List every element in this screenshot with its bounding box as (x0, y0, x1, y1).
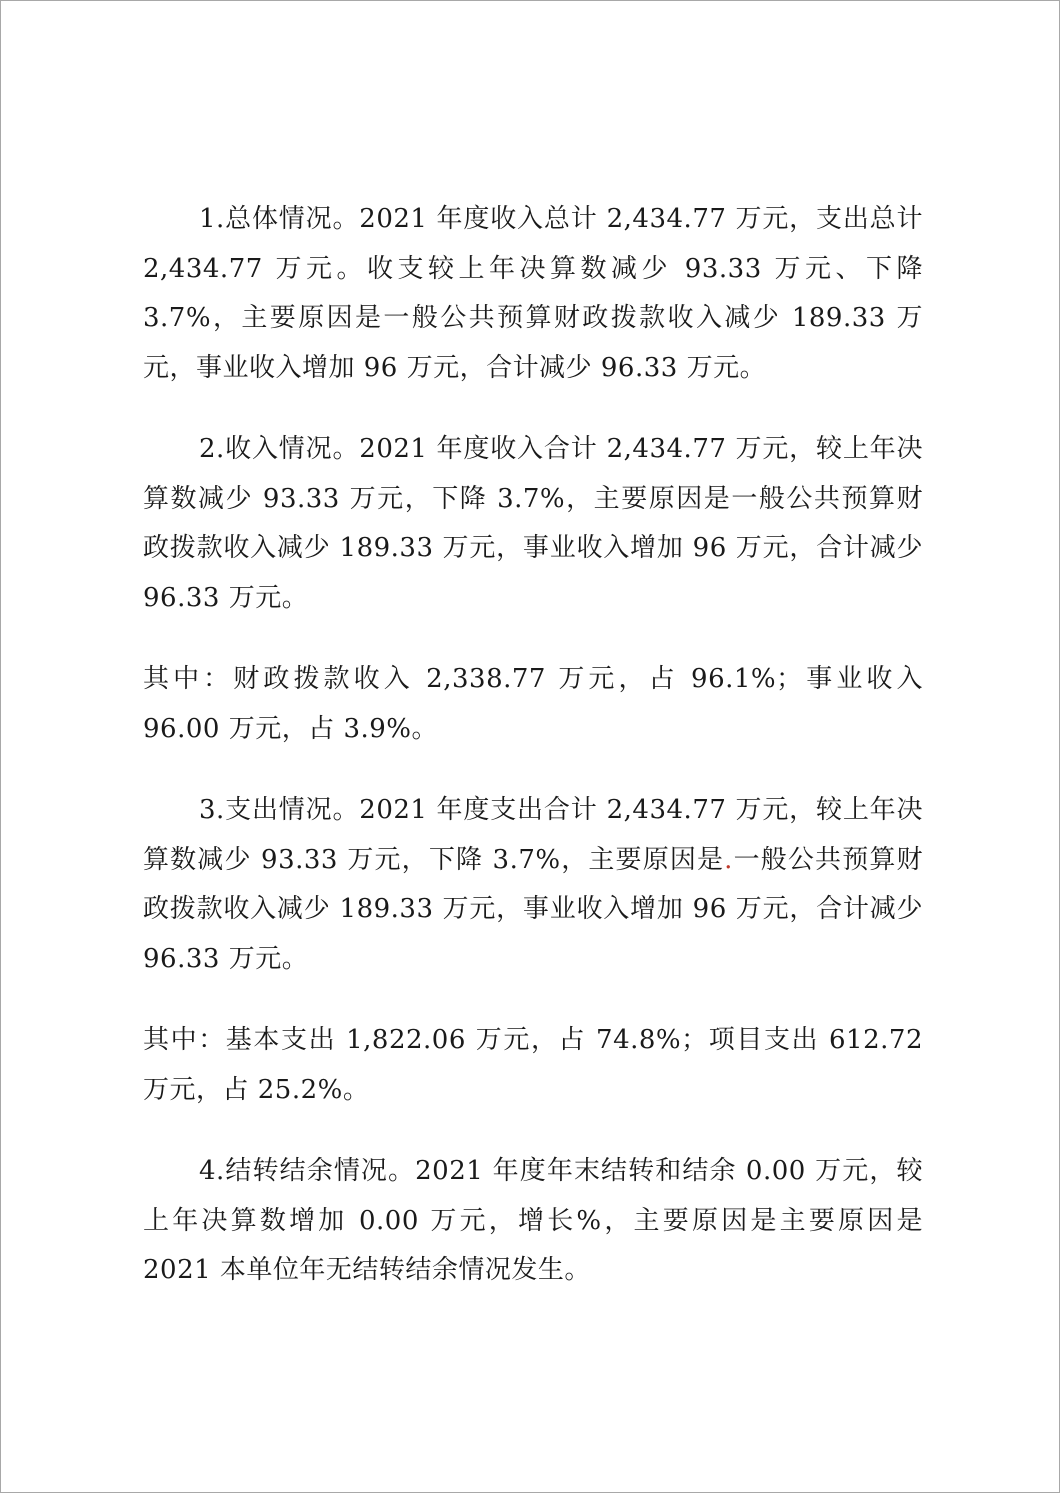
paragraph-carryover: 4.结转结余情况。2021 年度年末结转和结余 0.00 万元，较上年决算数增加 0.00 万元，增长%，主要原因是主要原因是 2021 本单位年无结转结余情况发生。 (143, 1156, 923, 1285)
paragraph-overall: 1.总体情况。2021 年度收入总计 2,434.77 万元，支出总计 2,434.77 万元。收支较上年决算数减少 93.33 万元、下降 3.7%，主要原因是一般公共预算财政拨款收入减少 189.33 万元，事业收入增加 96 万元，合计减少 96.33 万元。 (143, 204, 923, 383)
paragraph-income: 2.收入情况。2021 年度收入合计 2,434.77 万元，较上年决算数减少 93.33 万元，下降 3.7%，主要原因是一般公共预算财政拨款收入减少 189.33 万元，事业收入增加 96 万元，合计减少 96.33 万元。 (143, 434, 923, 613)
paragraph-income-breakdown: 其中：财政拨款收入 2,338.77 万元，占 96.1%；事业收入 96.00 万元，占 3.9%。 (143, 664, 923, 744)
paragraph-expenditure-part-1: 3.支出情况。2021 年度支出合计 2,434.77 万元，较上年决算数减少 93.33 万元，下降 3.7%，主要原因是 (143, 795, 923, 875)
document-body (143, 195, 923, 1296)
paragraph-expenditure-part-2: 一般公共预算财政拨款收入减少 189.33 万元，事业收入增加 96 万元，合计减少 96.33 万元。 (143, 844, 923, 974)
paragraph-expenditure-breakdown: 其中：基本支出 1,822.06 万元，占 74.8%；项目支出 612.72 万元，占 25.2%。 (143, 1025, 923, 1105)
paragraph-expenditure (143, 786, 923, 984)
red-dot-mark: . (724, 844, 733, 875)
